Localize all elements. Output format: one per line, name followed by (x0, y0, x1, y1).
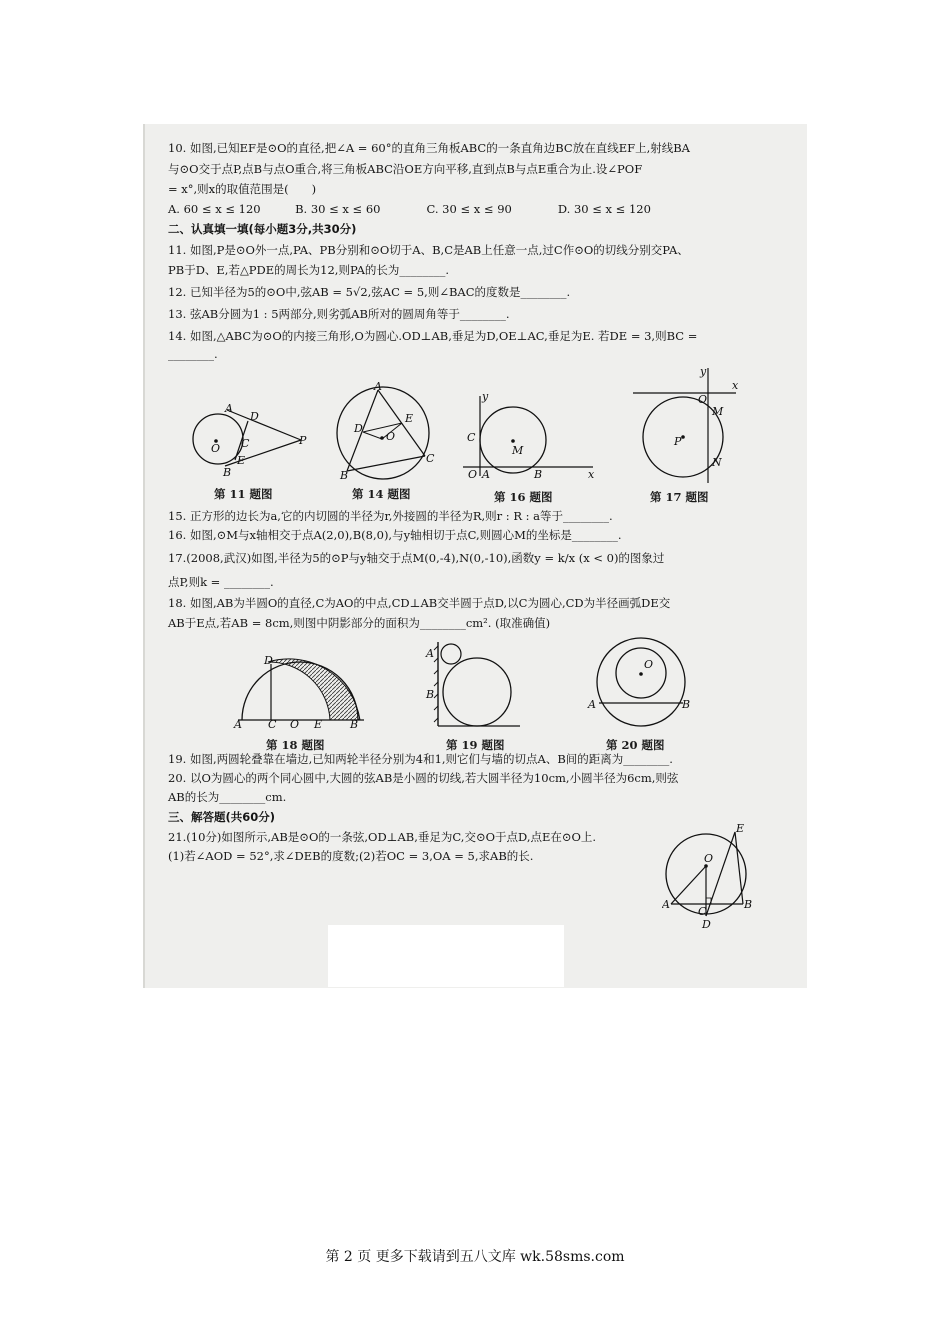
figure-14 (330, 382, 440, 482)
svg-text:B: B (682, 698, 691, 711)
svg-text:B: B (426, 688, 435, 701)
question-20-line-1: 20. 以O为圆心的两个同心圆中,大圆的弦AB是小圆的切线,若大圆半径为10cm,小圆半径为6cm,则弦 (168, 771, 679, 785)
figure-20-caption: 第 20 题图 (606, 738, 665, 752)
svg-text:B: B (534, 468, 543, 480)
svg-text:O: O (290, 718, 300, 728)
svg-text:A: A (234, 718, 242, 728)
svg-text:A: A (225, 402, 233, 415)
section-3-heading: 三、解答题(共60分) (168, 810, 276, 824)
figure-19-caption: 第 19 题图 (446, 738, 505, 752)
svg-text:C: C (467, 431, 476, 444)
svg-text:B: B (744, 898, 753, 911)
figure-16-caption: 第 16 题图 (494, 490, 553, 504)
question-11-line-2: PB于D、E,若△PDE的周长为12,则PA的长为________. (168, 263, 450, 277)
question-10-options: A. 60 ≤ x ≤ 120 B. 30 ≤ x ≤ 60 C. 30 ≤ x ≤ 90 D. 30 ≤ x ≤ 120 (168, 202, 651, 216)
svg-text:E: E (736, 822, 745, 835)
figure-20 (582, 636, 700, 734)
svg-text:O: O (698, 393, 708, 406)
svg-text:D: D (354, 422, 363, 435)
svg-text:P: P (299, 434, 307, 447)
svg-text:B: B (350, 718, 359, 728)
question-10-line-3: = x°,则x的取值范围是( ) (168, 182, 317, 196)
question-15: 15. 正方形的边长为a,它的内切圆的半径为r,外接圆的半径为R,则r : R : a等于________. (168, 509, 613, 523)
question-16: 16. 如图,⊙M与x轴相交于点A(2,0),B(8,0),与y轴相切于点C,则圆心M的坐标是________. (168, 528, 622, 542)
svg-text:D: D (250, 410, 259, 423)
svg-text:x: x (588, 468, 595, 480)
question-19: 19. 如图,两圆轮叠靠在墙边,已知两轮半径分别为4和1,则它们与墙的切点A、B间的距离为________. (168, 752, 673, 766)
svg-text:E: E (237, 454, 246, 467)
figure-17 (628, 365, 740, 485)
svg-text:A: A (662, 898, 670, 911)
svg-text:A: A (374, 382, 382, 393)
svg-text:B: B (223, 466, 232, 479)
svg-text:C: C (241, 437, 250, 450)
figure-16 (458, 388, 598, 480)
question-17-line-1: 17.(2008,武汉)如图,半径为5的⊙P与y轴交于点M(0,-4),N(0,-10),函数y = k/x (x < 0)的图象过 (168, 551, 665, 565)
svg-text:N: N (712, 456, 722, 469)
question-17-line-2: 点P,则k = ________. (168, 575, 274, 589)
svg-text:P: P (674, 435, 682, 448)
svg-text:A: A (426, 647, 434, 660)
blank-patch (328, 925, 564, 987)
svg-text:D: D (702, 918, 711, 931)
svg-text:M: M (712, 405, 724, 418)
figure-17-caption: 第 17 题图 (650, 490, 709, 504)
svg-text:y: y (700, 365, 707, 378)
figure-18 (228, 650, 368, 728)
svg-text:D: D (264, 654, 273, 667)
figure-11 (185, 398, 310, 480)
figure-18-caption: 第 18 题图 (266, 738, 325, 752)
figure-14-caption: 第 14 题图 (352, 487, 411, 501)
svg-text:C: C (426, 452, 435, 465)
svg-text:y: y (482, 390, 489, 403)
svg-text:O: O (468, 468, 478, 480)
svg-text:A: A (588, 698, 596, 711)
question-14-line-2: ________. (168, 347, 218, 361)
question-21-line-2: (1)若∠AOD = 52°,求∠DEB的度数;(2)若OC = 3,OA = 5,求AB的长. (168, 849, 534, 863)
question-18-line-2: AB于E点,若AB = 8cm,则图中阴影部分的面积为________cm². (取准确值) (168, 616, 551, 630)
question-20-line-2: AB的长为________cm. (168, 790, 287, 804)
svg-text:C: C (698, 905, 707, 918)
figure-21 (662, 822, 762, 934)
question-11-line-1: 11. 如图,P是⊙O外一点,PA、PB分别和⊙O切于A、B,C是AB上任意一点,过C作⊙O的切线分别交PA、 (168, 243, 689, 257)
svg-text:E: E (405, 412, 414, 425)
question-13: 13. 弦AB分圆为1 : 5两部分,则劣弧AB所对的圆周角等于________. (168, 307, 510, 321)
question-10-line-1: 10. 如图,已知EF是⊙O的直径,把∠A = 60°的直角三角板ABC的一条直角边BC放在直线EF上,射线BA (168, 141, 690, 155)
question-10-line-2: 与⊙O交于点P,点B与点O重合,将三角板ABC沿OE方向平移,直到点B与点E重合为止.设∠POF (168, 162, 643, 176)
svg-text:O: O (211, 442, 221, 455)
question-18-line-1: 18. 如图,AB为半圆O的直径,C为AO的中点,CD⊥AB交半圆于点D,以C为圆心,CD为半径画弧DE交 (168, 596, 671, 610)
svg-text:A: A (482, 468, 490, 480)
question-12: 12. 已知半径为5的⊙O中,弦AB = 5√2,弦AC = 5,则∠BAC的度数是________. (168, 285, 571, 299)
svg-text:B: B (340, 469, 349, 482)
svg-text:x: x (732, 379, 739, 392)
svg-text:M: M (512, 444, 524, 457)
section-2-heading: 二、认真填一填(每小题3分,共30分) (168, 222, 357, 236)
question-21-line-1: 21.(10分)如图所示,AB是⊙O的一条弦,OD⊥AB,垂足为C,交⊙O于点D,点E在⊙O上. (168, 830, 597, 844)
figure-11-caption: 第 11 题图 (214, 487, 273, 501)
svg-text:O: O (386, 430, 396, 443)
figure-19 (424, 640, 524, 732)
svg-text:O: O (704, 852, 714, 865)
svg-text:C: C (268, 718, 277, 728)
question-14-line-1: 14. 如图,△ABC为⊙O的内接三角形,O为圆心.OD⊥AB,垂足为D,OE⊥AC,垂足为E. 若DE = 3,则BC = (168, 329, 698, 343)
svg-text:O: O (644, 658, 654, 671)
page-footer: 第 2 页 更多下载请到五八文库 wk.58sms.com (325, 1249, 625, 1265)
svg-text:E: E (314, 718, 323, 728)
